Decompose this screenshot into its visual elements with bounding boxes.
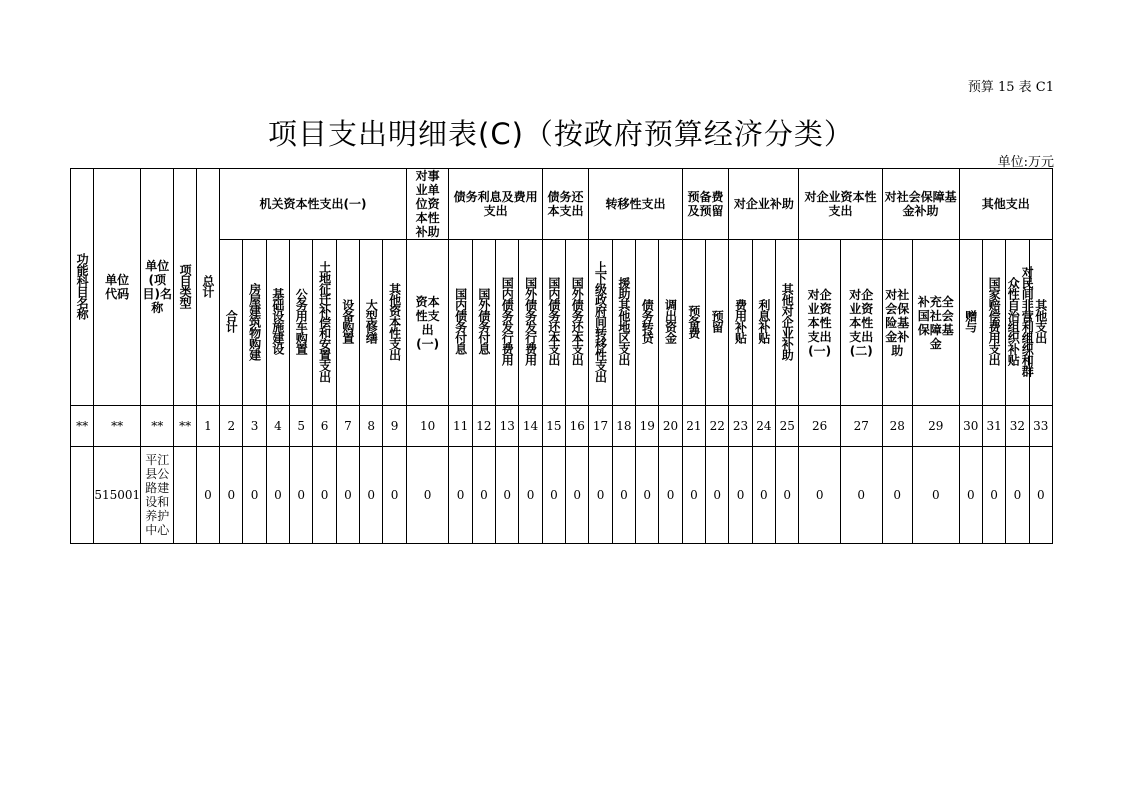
index-cell: ** bbox=[174, 406, 196, 447]
value-cell: 0 bbox=[566, 447, 589, 544]
index-cell: 1 bbox=[196, 406, 219, 447]
subcol-header: 债务转贷 bbox=[636, 240, 659, 406]
subcol-header: 土地征迁补偿和安置支出 bbox=[313, 240, 336, 406]
subcol-header: 对企业资本性支出(一) bbox=[799, 240, 841, 406]
subcol-header: 国外债务发行费用 bbox=[519, 240, 542, 406]
subcol-header: 补充全国社会保障基金 bbox=[912, 240, 959, 406]
subcol-header: 费用补贴 bbox=[729, 240, 752, 406]
index-cell: 19 bbox=[636, 406, 659, 447]
subcol-header: 赠与 bbox=[959, 240, 982, 406]
index-cell: 21 bbox=[682, 406, 705, 447]
value-cell: 0 bbox=[682, 447, 705, 544]
subcol-header: 预备费 bbox=[682, 240, 705, 406]
value-cell: 0 bbox=[959, 447, 982, 544]
index-cell: 11 bbox=[449, 406, 472, 447]
value-cell: 0 bbox=[799, 447, 841, 544]
subcol-header: 大型修缮 bbox=[360, 240, 383, 406]
index-cell: 8 bbox=[360, 406, 383, 447]
subcol-header: 上下级政府间转移性支出 bbox=[589, 240, 612, 406]
value-cell: 0 bbox=[612, 447, 635, 544]
value-cell: 0 bbox=[313, 447, 336, 544]
index-cell: 32 bbox=[1006, 406, 1029, 447]
index-cell: ** bbox=[71, 406, 94, 447]
cell-project-type bbox=[174, 447, 196, 544]
value-cell: 0 bbox=[449, 447, 472, 544]
subcol-header: 调出资金 bbox=[659, 240, 682, 406]
index-cell: 27 bbox=[840, 406, 882, 447]
subcol-header: 对民间非营利组织和群众性自治组织补贴 bbox=[1006, 240, 1029, 406]
index-cell: 17 bbox=[589, 406, 612, 447]
header-unit-code: 单位代码 bbox=[94, 169, 141, 406]
value-cell: 0 bbox=[496, 447, 519, 544]
header-total: 总计 bbox=[196, 169, 219, 406]
subcol-header: 公务用车购置 bbox=[290, 240, 313, 406]
subcol-header: 其他对企业补助 bbox=[776, 240, 799, 406]
table-row bbox=[71, 447, 1053, 544]
value-cell: 0 bbox=[406, 447, 449, 544]
index-cell: 31 bbox=[982, 406, 1005, 447]
index-cell: 24 bbox=[752, 406, 775, 447]
cell-unit-code: 515001 bbox=[94, 447, 141, 544]
header-unit-name: 单位(项目)名称 bbox=[140, 169, 173, 406]
header-group-1: 机关资本性支出(一) bbox=[220, 169, 407, 240]
index-cell: 29 bbox=[912, 406, 959, 447]
subcol-header: 援助其他地区支出 bbox=[612, 240, 635, 406]
index-row bbox=[71, 406, 1053, 447]
header-group-2: 对事业单位资本性补助 bbox=[406, 169, 449, 240]
index-cell: 30 bbox=[959, 406, 982, 447]
cell-unit-name: 平江县公路建设和养护中心 bbox=[140, 447, 173, 544]
value-cell: 0 bbox=[243, 447, 266, 544]
expenditure-table bbox=[70, 168, 1053, 544]
value-cell: 0 bbox=[706, 447, 729, 544]
value-cell: 0 bbox=[519, 447, 542, 544]
header-group-10: 其他支出 bbox=[959, 169, 1052, 240]
value-cell: 0 bbox=[542, 447, 565, 544]
value-cell: 0 bbox=[336, 447, 359, 544]
page-title: 项目支出明细表(C)（按政府预算经济分类） bbox=[268, 117, 854, 151]
value-cell: 0 bbox=[220, 447, 243, 544]
index-cell: 13 bbox=[496, 406, 519, 447]
index-cell: 12 bbox=[472, 406, 495, 447]
index-cell: 33 bbox=[1029, 406, 1052, 447]
subcol-header: 国外债务还本支出 bbox=[566, 240, 589, 406]
subcol-header: 利息补贴 bbox=[752, 240, 775, 406]
value-cell: 0 bbox=[290, 447, 313, 544]
value-cell: 0 bbox=[1029, 447, 1052, 544]
value-cell: 0 bbox=[776, 447, 799, 544]
subcol-header: 合计 bbox=[220, 240, 243, 406]
subcol-header: 其他资本性支出 bbox=[383, 240, 406, 406]
subcol-header: 对社会保险基金补助 bbox=[882, 240, 912, 406]
cell-functional bbox=[71, 447, 94, 544]
index-cell: 16 bbox=[566, 406, 589, 447]
value-cell: 0 bbox=[659, 447, 682, 544]
index-cell: 3 bbox=[243, 406, 266, 447]
header-row-groups bbox=[71, 169, 1053, 240]
header-group-6: 预备费及预留 bbox=[682, 169, 729, 240]
index-cell: 6 bbox=[313, 406, 336, 447]
index-cell: 4 bbox=[266, 406, 289, 447]
value-cell: 0 bbox=[1006, 447, 1029, 544]
value-cell: 0 bbox=[636, 447, 659, 544]
index-cell: 20 bbox=[659, 406, 682, 447]
subcol-header: 基础设施建设 bbox=[266, 240, 289, 406]
header-group-9: 对社会保障基金补助 bbox=[882, 169, 959, 240]
header-group-8: 对企业资本性支出 bbox=[799, 169, 882, 240]
value-cell: 0 bbox=[266, 447, 289, 544]
value-cell: 0 bbox=[729, 447, 752, 544]
subcol-header: 国外债务付息 bbox=[472, 240, 495, 406]
value-cell: 0 bbox=[752, 447, 775, 544]
index-cell: 9 bbox=[383, 406, 406, 447]
header-group-5: 转移性支出 bbox=[589, 169, 682, 240]
form-code: 预算 15 表 C1 bbox=[967, 80, 1054, 95]
index-cell: ** bbox=[140, 406, 173, 447]
value-cell: 0 bbox=[589, 447, 612, 544]
subcol-header: 预留 bbox=[706, 240, 729, 406]
subcol-header: 国内债务付息 bbox=[449, 240, 472, 406]
value-cell: 0 bbox=[912, 447, 959, 544]
index-cell: 23 bbox=[729, 406, 752, 447]
value-cell: 0 bbox=[840, 447, 882, 544]
value-cell: 0 bbox=[196, 447, 219, 544]
index-cell: 14 bbox=[519, 406, 542, 447]
value-cell: 0 bbox=[982, 447, 1005, 544]
value-cell: 0 bbox=[360, 447, 383, 544]
index-cell: 7 bbox=[336, 406, 359, 447]
subcol-header: 设备购置 bbox=[336, 240, 359, 406]
index-cell: 15 bbox=[542, 406, 565, 447]
subcol-header: 房屋建筑物购建 bbox=[243, 240, 266, 406]
index-cell: 25 bbox=[776, 406, 799, 447]
header-functional: 功能科目名称 bbox=[71, 169, 94, 406]
index-cell: 10 bbox=[406, 406, 449, 447]
subcol-header: 其他支出 bbox=[1029, 240, 1052, 406]
index-cell: 2 bbox=[220, 406, 243, 447]
index-cell: 26 bbox=[799, 406, 841, 447]
index-cell: 18 bbox=[612, 406, 635, 447]
index-cell: 22 bbox=[706, 406, 729, 447]
value-cell: 0 bbox=[882, 447, 912, 544]
header-group-4: 债务还本支出 bbox=[542, 169, 589, 240]
header-project-type: 项目类型 bbox=[174, 169, 196, 406]
subcol-header: 国内债务发行费用 bbox=[496, 240, 519, 406]
subcol-header: 国家赔偿费用支出 bbox=[982, 240, 1005, 406]
index-cell: 5 bbox=[290, 406, 313, 447]
header-group-7: 对企业补助 bbox=[729, 169, 799, 240]
unit-label: 单位:万元 bbox=[997, 155, 1054, 170]
value-cell: 0 bbox=[472, 447, 495, 544]
index-cell: ** bbox=[94, 406, 141, 447]
header-group-3: 债务利息及费用支出 bbox=[449, 169, 542, 240]
subcol-header: 国内债务还本支出 bbox=[542, 240, 565, 406]
subcol-header: 资本性支出(一) bbox=[406, 240, 449, 406]
value-cell: 0 bbox=[383, 447, 406, 544]
subcol-header: 对企业资本性支出(二) bbox=[840, 240, 882, 406]
index-cell: 28 bbox=[882, 406, 912, 447]
